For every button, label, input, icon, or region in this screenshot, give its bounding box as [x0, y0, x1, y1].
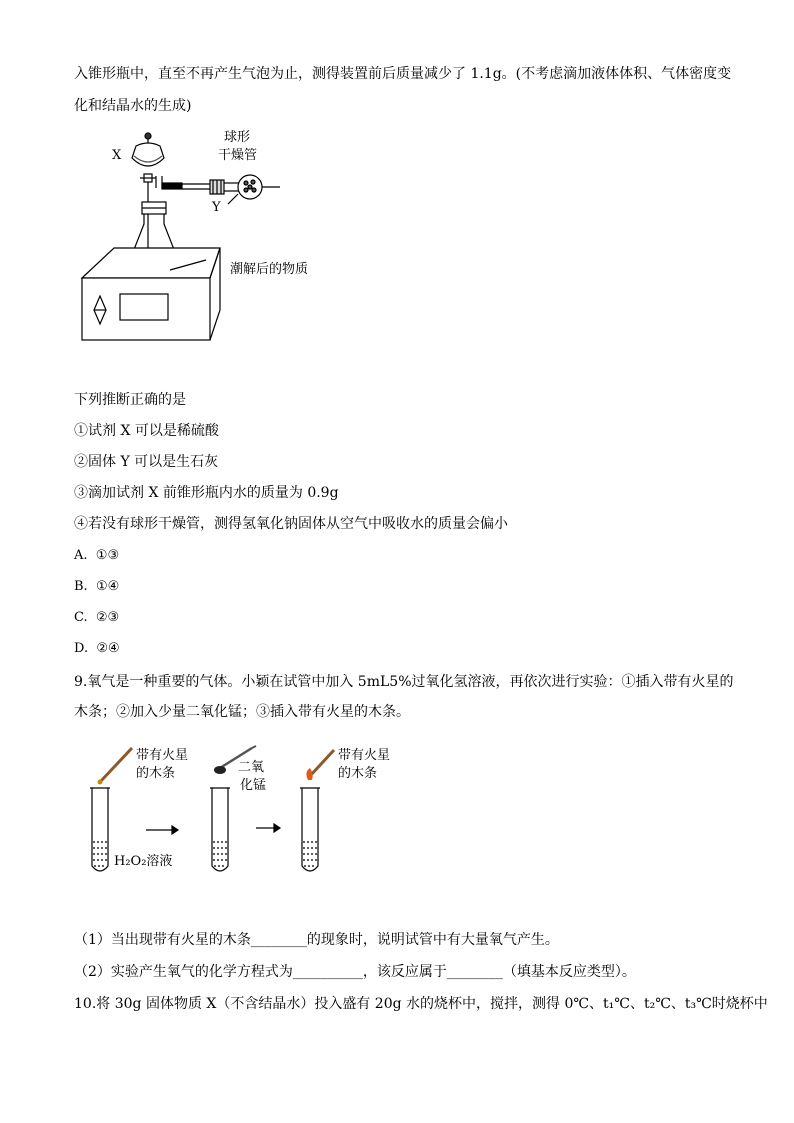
- q8-statement-2: ②固体 Y 可以是生石灰: [74, 454, 219, 470]
- label-dryer-1: 球形: [224, 130, 251, 145]
- glowing-splint-2: [306, 750, 334, 780]
- label-mno2-a: 二氧: [238, 760, 265, 775]
- q8-stem: 下列推断正确的是: [74, 392, 186, 408]
- q8-option-b: [74, 578, 119, 596]
- q8-statement-3: ③滴加试剂 X 前锥形瓶内水的质量为 0.9g: [74, 485, 339, 501]
- q8-option-a: [74, 547, 119, 565]
- label-h2o2-solution: H₂O₂溶液: [114, 854, 173, 869]
- glowing-splint-1: [98, 748, 133, 785]
- q9-sub-2: （2）实验产生氧气的化学方程式为__________，该反应属于________（填基本反应类型）。: [74, 964, 636, 980]
- q8-option-d: [74, 640, 120, 658]
- q10-line-1: 10.将 30g 固体物质 X（不含结晶水）投入盛有 20g 水的烧杯中，搅拌，测得 0℃、t₁℃、t₂℃、t₃℃时烧杯中: [74, 996, 768, 1012]
- label-dryer-2: 干燥管: [218, 148, 258, 163]
- q8-option-b-letter: B.: [74, 579, 88, 594]
- q8-option-d-letter: D.: [74, 641, 89, 656]
- q8-option-d-text: ②④: [96, 641, 120, 656]
- q8-statement-4: ④若没有球形干燥管，测得氢氧化钠固体从空气中吸收水的质量会偏小: [74, 516, 508, 532]
- arrow-1: [146, 826, 178, 834]
- arrow-2: [256, 824, 280, 832]
- test-tube-2: [210, 788, 230, 871]
- delivery-tube: [156, 176, 210, 189]
- label-splint-2b: 的木条: [338, 766, 378, 781]
- q8-statement-1: ①试剂 X 可以是稀硫酸: [74, 423, 219, 439]
- label-y: Y: [212, 200, 221, 215]
- electronic-balance: [82, 248, 220, 340]
- intro-line-1: 入锥形瓶中，直至不再产生气泡为止，测得装置前后质量减少了 1.1g。(不考虑滴加液体体积、气体密度变: [74, 66, 732, 82]
- apparatus-figure: [70, 128, 370, 348]
- q8-option-a-letter: A.: [74, 548, 88, 563]
- label-splint-2a: 带有火星: [338, 748, 391, 763]
- label-splint-1b: 的木条: [136, 766, 176, 781]
- q9-line-1: 9.氧气是一种重要的气体。小颖在试管中加入 5mL5%过氧化氢溶液，再依次进行实验：①插入带有火星的: [74, 674, 734, 690]
- q8-option-c-text: ②③: [95, 610, 120, 625]
- q8-option-b-text: ①④: [95, 579, 120, 594]
- q8-option-c-letter: C.: [74, 610, 88, 625]
- test-tube-1: [90, 788, 110, 871]
- q9-line-2: 木条；②加入少量二氧化锰；③插入带有火星的木条。: [74, 704, 410, 720]
- label-mno2-b: 化锰: [240, 778, 267, 793]
- intro-line-2: 化和结晶水的生成): [74, 98, 192, 114]
- test-tube-figure: [80, 742, 410, 882]
- label-x: X: [112, 148, 122, 163]
- q8-option-a-text: ①③: [95, 548, 120, 563]
- test-tube-3: [300, 788, 320, 871]
- label-splint-1a: 带有火星: [136, 748, 189, 763]
- label-substance: 潮解后的物质: [230, 262, 309, 277]
- q9-sub-1: （1）当出现带有火星的木条________的现象时，说明试管中有大量氧气产生。: [74, 932, 559, 948]
- q8-option-c: [74, 609, 119, 627]
